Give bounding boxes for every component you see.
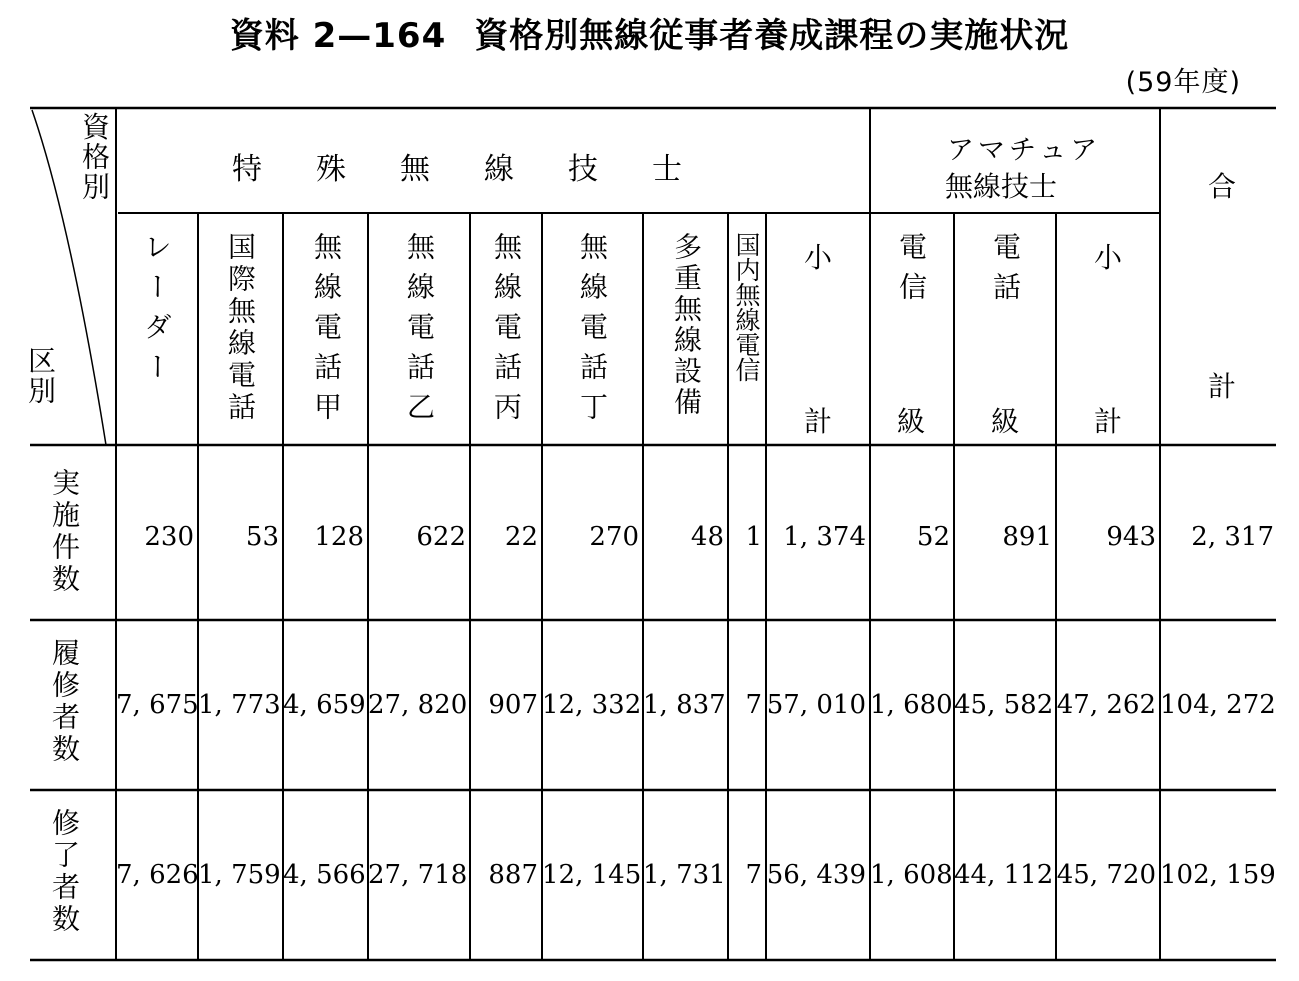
corner-header-category: 区別 — [24, 346, 57, 406]
col-header-amateur-subtotal-top: 小 — [1094, 241, 1123, 274]
col-header-telephone-class-top: 電話 — [989, 232, 1022, 312]
table-cell: 45, 720 — [1056, 860, 1156, 890]
col-header-multiplex-equipment: 多重無線設備 — [670, 232, 703, 418]
col-header-telegraph-class-top: 電信 — [895, 232, 928, 312]
table-cell: 53 — [245, 522, 279, 552]
table-cell: 943 — [1106, 522, 1156, 552]
table-cell: 44, 112 — [954, 860, 1054, 890]
table-cell: 1, 608 — [870, 860, 953, 890]
table-cell: 56, 439 — [766, 860, 866, 890]
col-header-radiotelephone-a: 無線電話甲 — [310, 232, 343, 432]
table-cell: 2, 317 — [1191, 522, 1274, 552]
table-cell: 1, 374 — [783, 522, 866, 552]
col-header-telegraph-class-bottom: 級 — [897, 405, 926, 438]
table-cell: 102, 159 — [1160, 860, 1276, 890]
table-cell: 128 — [314, 522, 364, 552]
table-cell: 1, 773 — [198, 690, 281, 720]
table-cell: 12, 145 — [542, 860, 642, 890]
table-cell: 48 — [690, 522, 724, 552]
table-cell: 270 — [589, 522, 639, 552]
col-header-radiotelephone-d: 無線電話丁 — [576, 232, 609, 432]
table-cell: 4, 566 — [283, 860, 366, 890]
table-cell: 7 — [745, 860, 762, 890]
table-cell: 27, 718 — [368, 860, 468, 890]
fiscal-year-note: (59年度) — [1125, 67, 1241, 98]
group-header-special-radio: 特殊無線技士 — [232, 152, 736, 187]
table-cell: 622 — [416, 522, 466, 552]
table-cell: 887 — [488, 860, 538, 890]
table-cell: 230 — [144, 522, 194, 552]
table-cell: 1 — [745, 522, 762, 552]
table-cell: 47, 262 — [1056, 690, 1156, 720]
col-header-radar: レーダー — [140, 232, 173, 392]
table-cell: 891 — [1002, 522, 1052, 552]
table-cell: 52 — [916, 522, 950, 552]
row-label-completed: 修了者数 — [48, 808, 81, 936]
table-cell: 4, 659 — [283, 690, 366, 720]
row-label-implementations: 実施件数 — [48, 468, 81, 596]
table-cell: 7, 626 — [116, 860, 199, 890]
corner-header-qualification: 資格別 — [78, 112, 111, 202]
group-header-total-top: 合 — [1208, 170, 1237, 203]
table-cell: 907 — [488, 690, 538, 720]
table-cell: 104, 272 — [1160, 690, 1276, 720]
table-cell: 12, 332 — [542, 690, 642, 720]
col-header-radiotelephone-b: 無線電話乙 — [403, 232, 436, 432]
col-header-special-subtotal-top: 小 — [804, 241, 833, 274]
col-header-intl-radiotelephone: 国際無線電話 — [224, 232, 257, 424]
table-cell: 7 — [745, 690, 762, 720]
group-header-amateur-line2: 無線技士 — [945, 170, 1058, 203]
table-cell: 1, 759 — [198, 860, 281, 890]
col-header-special-subtotal-bottom: 計 — [804, 405, 833, 438]
row-label-enrolled: 履修者数 — [48, 638, 81, 766]
col-header-amateur-subtotal-bottom: 計 — [1094, 405, 1123, 438]
table-cell: 22 — [504, 522, 538, 552]
col-header-domestic-radiotelegraph: 国内無線電信 — [732, 232, 761, 382]
col-header-telephone-class-bottom: 級 — [991, 405, 1020, 438]
table-cell: 57, 010 — [766, 690, 866, 720]
table-cell: 27, 820 — [368, 690, 468, 720]
col-header-radiotelephone-c: 無線電話丙 — [490, 232, 523, 432]
table-cell: 1, 680 — [870, 690, 953, 720]
table-cell: 7, 675 — [116, 690, 199, 720]
table-cell: 45, 582 — [954, 690, 1054, 720]
table-cell: 1, 837 — [643, 690, 726, 720]
group-header-total-bottom: 計 — [1208, 370, 1237, 403]
group-header-amateur-line1: アマチュア — [947, 135, 1102, 166]
title-main: 資格別無線従事者養成課程の実施状況 — [474, 16, 1070, 56]
title-prefix: 資料 2—164 — [229, 16, 447, 56]
table-cell: 1, 731 — [643, 860, 726, 890]
